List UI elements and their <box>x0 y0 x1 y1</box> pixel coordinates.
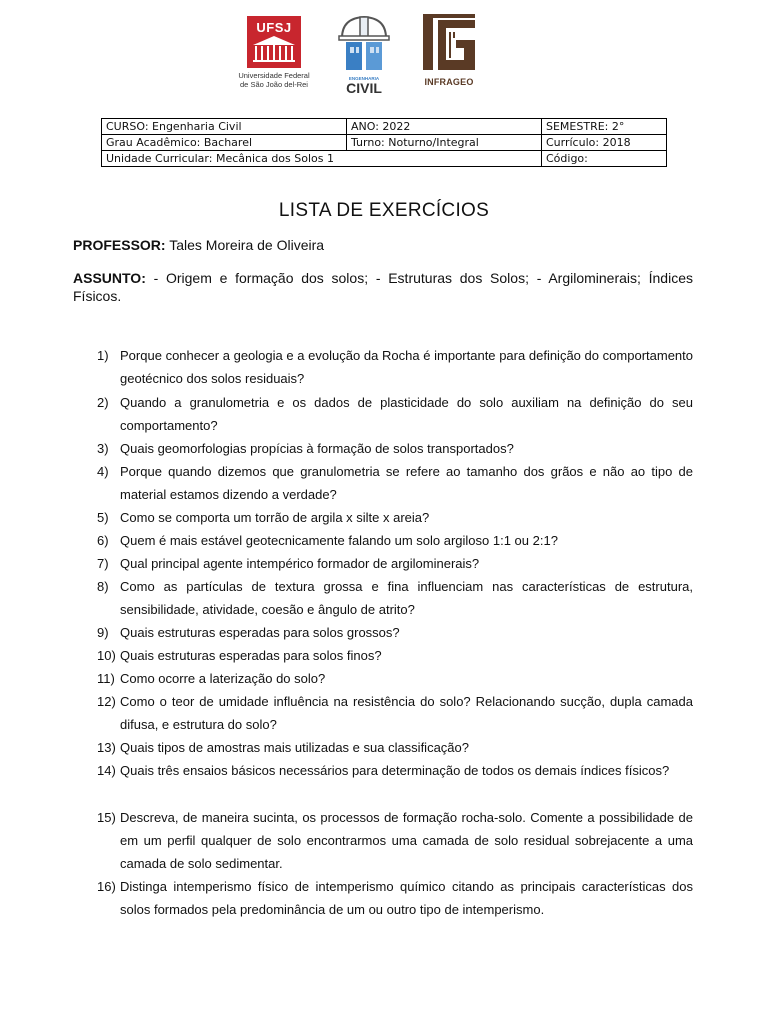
question-text: Porque quando dizemos que granulometria se refere ao tamanho dos grãos e não ao tipo de material estamos dizendo a verdade? <box>120 464 693 502</box>
question-text: Como ocorre a laterização do solo? <box>120 671 326 686</box>
ufsj-logo <box>234 16 314 89</box>
question-item <box>97 391 693 437</box>
semester-cell: SEMESTRE: 2° <box>542 119 667 135</box>
question-item <box>97 460 693 506</box>
course-info-table <box>101 118 667 167</box>
question-text: Quais estruturas esperadas para solos grossos? <box>120 625 400 640</box>
year-cell: ANO: 2022 <box>347 119 542 135</box>
question-item <box>97 875 693 921</box>
civil-caption: ENGENHARIA <box>348 76 380 81</box>
question-item <box>97 437 693 460</box>
infrageo-mark-icon <box>420 12 478 72</box>
question-text: Como se comporta um torrão de argila x silte x areia? <box>120 510 430 525</box>
question-number: 7) <box>97 556 109 571</box>
question-text: Distinga intemperismo físico de intemperismo químico citando as principais características dos solos formados pela predominância de um ou outro tipo de intemperismo. <box>120 879 693 917</box>
question-text: Quais geomorfologias propícias à formação de solos transportados? <box>120 441 514 456</box>
question-item <box>97 736 693 759</box>
course-info-row <box>102 119 667 135</box>
question-text: Quais três ensaios básicos necessários para determinação de todos os demais índices físicos? <box>120 763 670 778</box>
ufsj-name-line2: de São João del-Rei <box>240 80 308 89</box>
question-number: 14) <box>97 763 116 778</box>
question-text: Quais tipos de amostras mais utilizadas e sua classificação? <box>120 740 469 755</box>
question-number: 6) <box>97 533 109 548</box>
question-item <box>97 575 693 621</box>
question-number: 5) <box>97 510 109 525</box>
question-number: 3) <box>97 441 109 456</box>
question-number: 9) <box>97 625 109 640</box>
question-item <box>97 806 693 875</box>
question-item <box>97 344 693 390</box>
degree-cell: Grau Acadêmico: Bacharel <box>102 135 347 151</box>
engenharia-civil-logo <box>334 14 394 96</box>
question-text: Quem é mais estável geotecnicamente falando um solo argiloso 1:1 ou 2:1? <box>120 533 558 548</box>
question-text: Como as partículas de textura grossa e fina influenciam nas características de estrutura, sensibilidade, atividade, coesão e ângulo de atrito? <box>120 579 693 617</box>
subject-label: ASSUNTO: <box>73 270 146 286</box>
course-info-row <box>102 151 667 167</box>
question-item <box>97 644 693 667</box>
question-number: 1) <box>97 348 109 363</box>
ufsj-mark <box>247 16 301 68</box>
civil-name: CIVIL <box>346 80 382 96</box>
professor-line <box>73 237 324 253</box>
document-title: LISTA DE EXERCÍCIOS <box>278 200 490 221</box>
question-number: 2) <box>97 395 109 410</box>
question-number: 10) <box>97 648 116 663</box>
subject-text: - Origem e formação dos solos; - Estruturas dos Solos; - Argilominerais; Índices Físicos. <box>73 270 693 304</box>
question-item <box>97 529 693 552</box>
question-number: 8) <box>97 579 109 594</box>
question-item <box>97 667 693 690</box>
question-number: 15) <box>97 810 116 825</box>
course-info-row <box>102 135 667 151</box>
curricular-unit-cell: Unidade Curricular: Mecânica dos Solos 1 <box>102 151 542 167</box>
question-text: Quais estruturas esperadas para solos finos? <box>120 648 382 663</box>
course-cell: CURSO: Engenharia Civil <box>102 119 347 135</box>
shift-cell: Turno: Noturno/Integral <box>347 135 542 151</box>
question-item <box>97 759 693 782</box>
infrageo-logo <box>420 12 478 87</box>
question-number: 12) <box>97 694 116 709</box>
question-text: Qual principal agente intempérico formador de argilominerais? <box>120 556 480 571</box>
header-logos <box>0 12 768 96</box>
question-text: Porque conhecer a geologia e a evolução da Rocha é importante para definição do comportamento geotécnico dos solos residuais? <box>120 348 693 386</box>
question-item <box>97 506 693 529</box>
ufsj-name-line1: Universidade Federal <box>238 71 310 80</box>
question-number: 11) <box>97 671 115 686</box>
professor-label: PROFESSOR: <box>73 237 166 253</box>
question-item <box>97 621 693 644</box>
curriculum-cell: Currículo: 2018 <box>542 135 667 151</box>
subject-line <box>73 269 693 305</box>
ufsj-building-icon <box>247 34 301 68</box>
ufsj-mark-text: UFSJ <box>256 20 292 35</box>
question-text: Descreva, de maneira sucinta, os processos de formação rocha-solo. Comente a possibilidade de em um perfil qualquer de solo encontrarmos uma camada de solo residual sobrejacente a uma camada de solo sedimentar. <box>120 810 693 871</box>
code-cell: Código: <box>542 151 667 167</box>
professor-name: Tales Moreira de Oliveira <box>169 237 325 253</box>
question-item <box>97 690 693 736</box>
question-number: 16) <box>97 879 116 894</box>
question-text: Quando a granulometria e os dados de plasticidade do solo auxiliam na definição do seu comportamento? <box>120 395 693 433</box>
question-text: Como o teor de umidade influência na resistência do solo? Relacionando sucção, dupla camada difusa, e estrutura do solo? <box>120 694 693 732</box>
helmet-building-icon <box>334 14 394 72</box>
question-number: 4) <box>97 464 109 479</box>
question-item <box>97 552 693 575</box>
question-number: 13) <box>97 740 116 755</box>
infrageo-name: INFRAGEO <box>424 77 474 87</box>
